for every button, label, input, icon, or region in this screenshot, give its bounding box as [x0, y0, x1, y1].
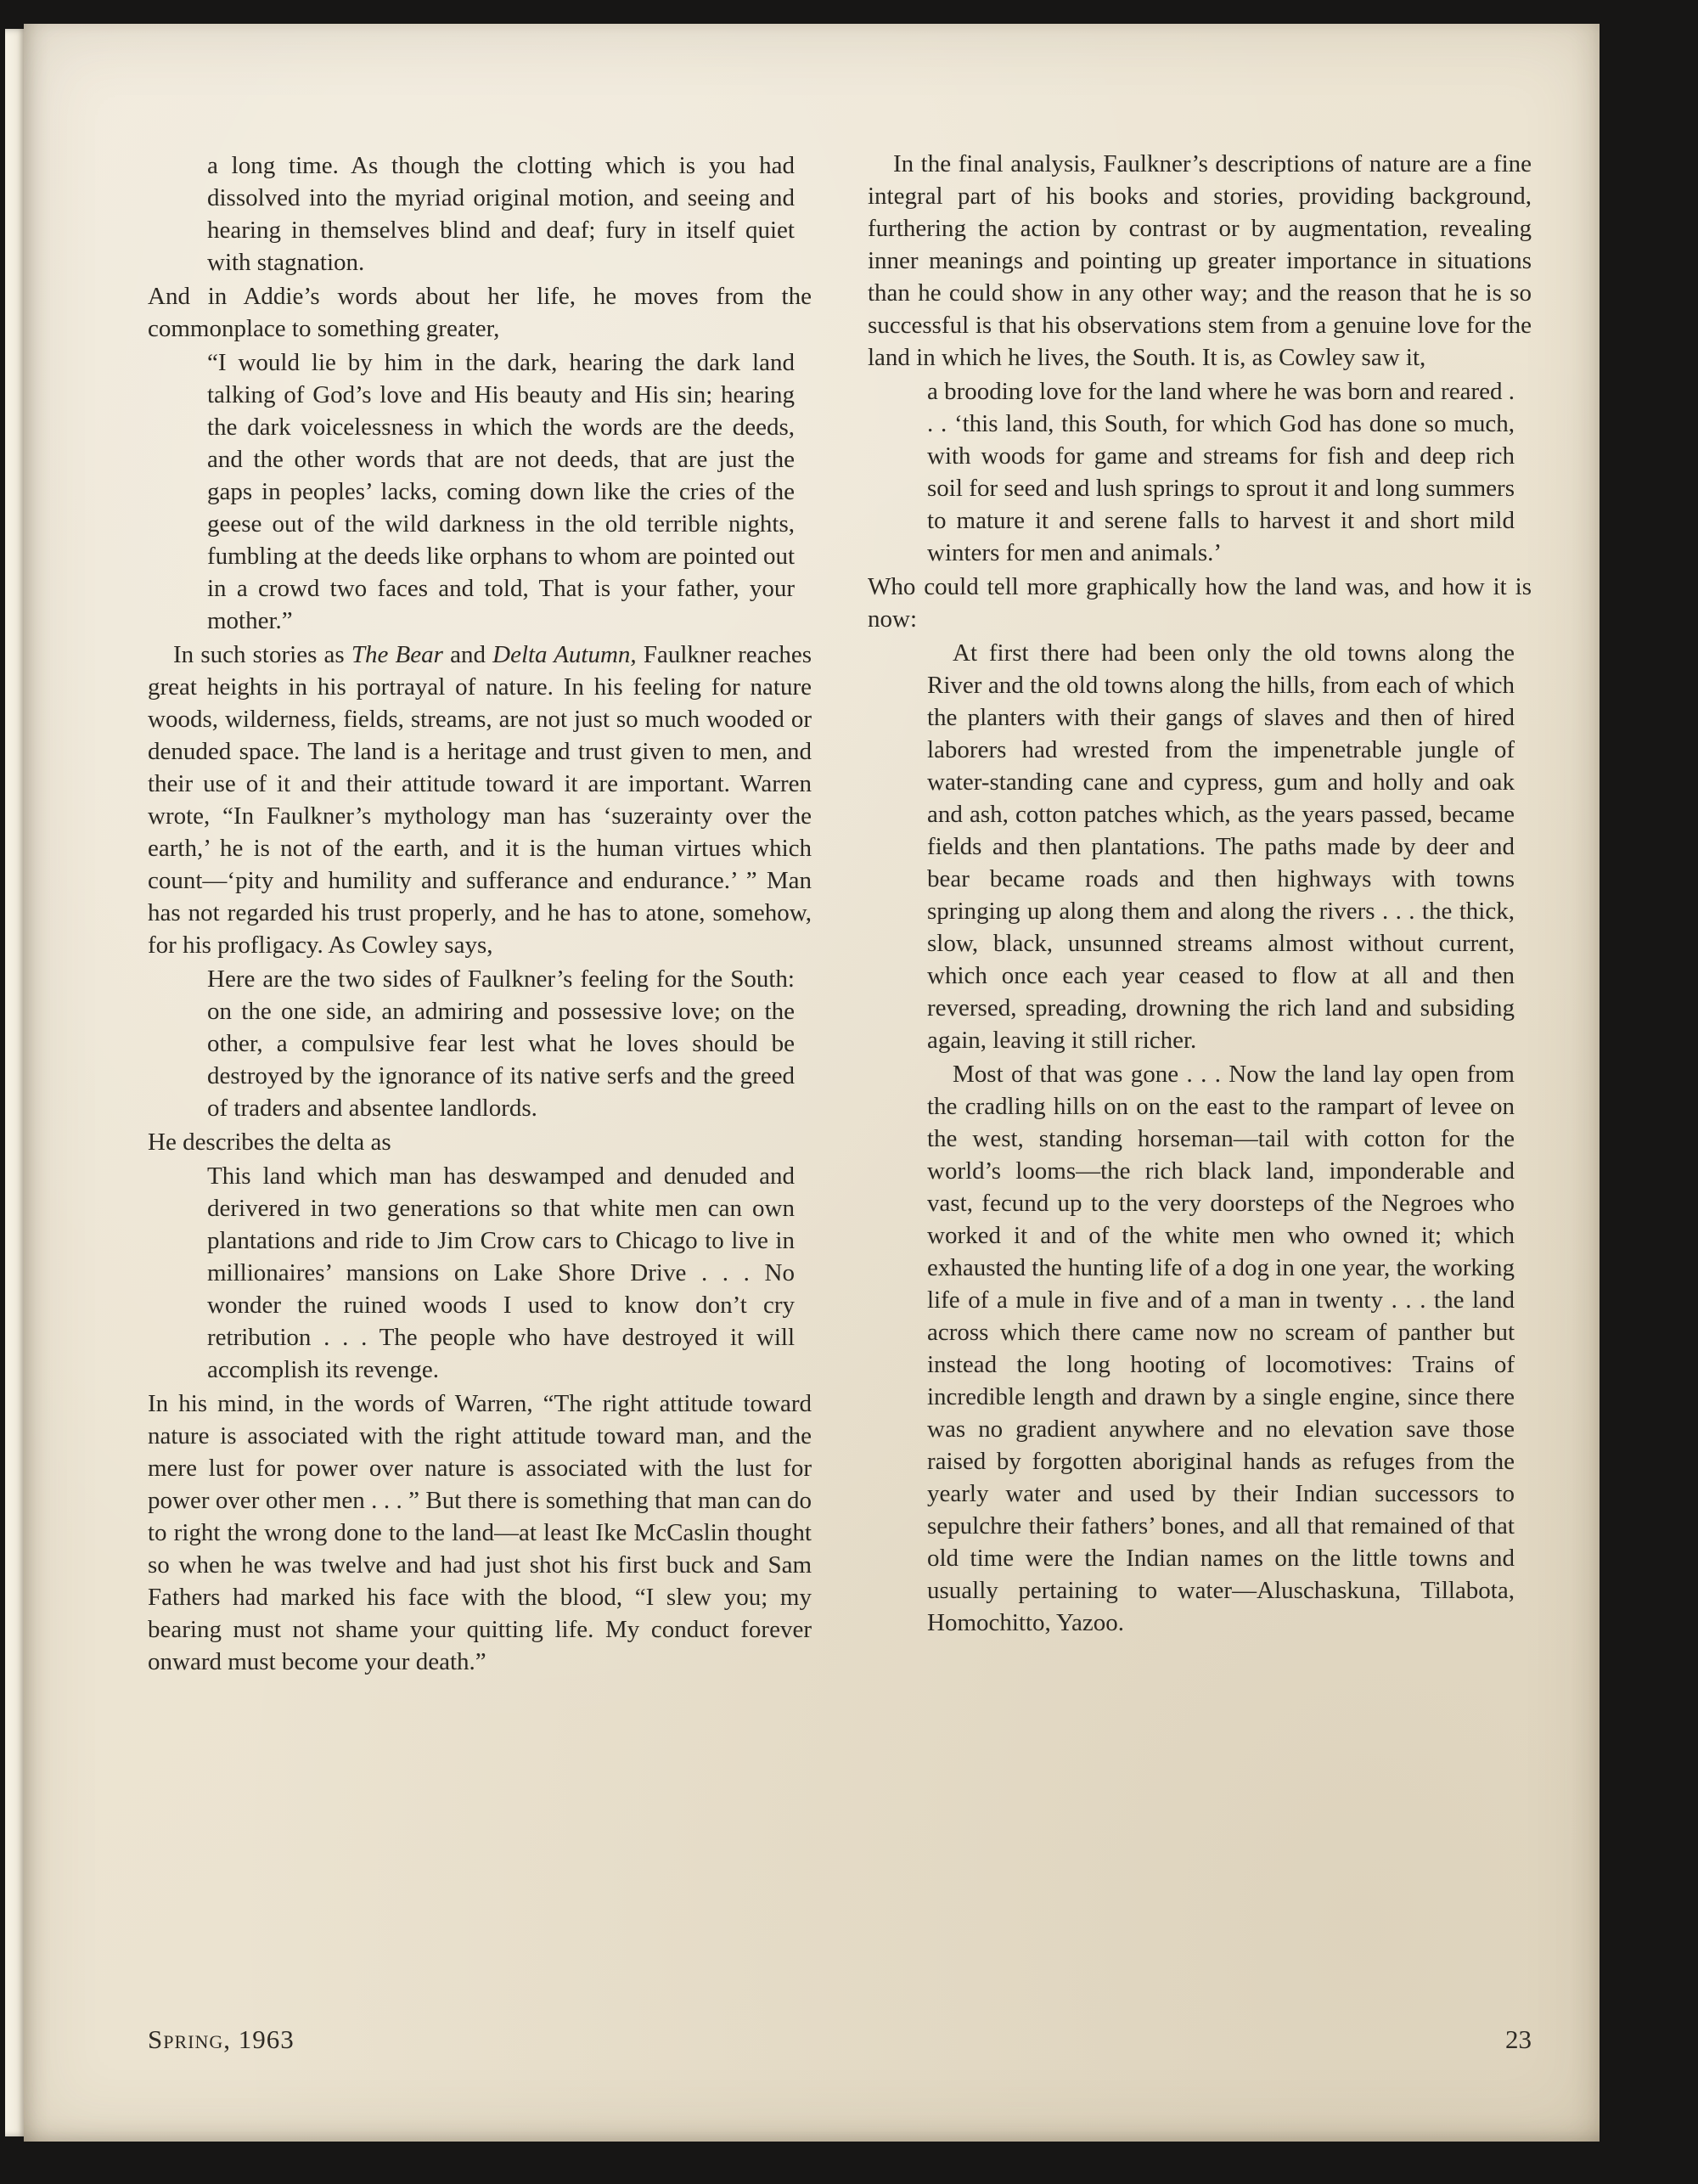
- paragraph-final-analysis: In the final analysis, Faulkner’s descriptions of nature are a fine integral part of his books and stories, providing background, furthering the action by contrast or by augmentation, revealing inner meanings and pointing up greater importance in situations than he could show in any other way; and the reason that he is so successful is that his observations stem from a genuine love for the land in which he lives, the South. It is, as Cowley saw it,: [868, 150, 1532, 371]
- blockquote-most-gone: Most of that was gone . . . Now the land lay open from the cradling hills on on the east to the rampart of levee on the west, standing horseman—tail with cotton for the world’s looms—the rich black land, imponderable and vast, fecund up to the very doorsteps of the Negroes who worked it and of the white men who owned it; which exhausted the hunting life of a dog in one year, the working life of a mule in five and of a man in twenty . . . the land across which there came now no scream of panther but instead the long hooting of locomotives: Trains of incredible length and drawn by a single engine, since there was no gradient anywhere and no elevation save those raised by forgotten aboriginal hands as refuges from the yearly water and used by their Indian successors to sepulchre their fathers’ bones, and all that remained of that old time were the Indian names on the little towns and usually pertaining to water—Aluschaskuna, Tillabota, Homochitto, Yazoo.: [927, 1061, 1515, 1636]
- magazine-page: [24, 24, 1600, 2142]
- book-title-the-bear: The Bear: [351, 641, 443, 668]
- paragraph-warren-right-attitude: In his mind, in the words of Warren, “The right attitude toward nature is associated with the right attitude toward man, and the mere lust for power over nature is associated with the lust for power over other men . . . ” But there is something that man can do to right the wrong done to the land—at least Ike McCaslin thought so when he was twelve and had just shot his first buck and Sam Fathers had marked his face with the blood, “I slew you; my bearing must not shame your quitting life. My conduct forever onward must become your death.”: [148, 1390, 812, 1675]
- book-title-delta-autumn: Delta Autumn,: [492, 641, 637, 668]
- paragraph-addie-intro: And in Addie’s words about her life, he moves from the commonplace to something greater,: [148, 283, 812, 342]
- paragraph-describes-delta: He describes the delta as: [148, 1129, 391, 1156]
- page-footer: [148, 2024, 1532, 2055]
- text-segment: In such stories as: [173, 641, 351, 668]
- page-number: 23: [1505, 2024, 1532, 2054]
- blockquote-brooding-love: a brooding love for the land where he was born and reared . . . ‘this land, this South, for which God has done so much, with woods for game and streams for fish and deep rich soil for seed and lush springs to sprout it and long summers to mature it and serene falls to harvest it and short mild winters for men and animals.’: [927, 378, 1515, 566]
- paragraph-such-stories: [148, 639, 812, 961]
- blockquote-cowley-two-sides: Here are the two sides of Faulkner’s feeling for the South: on the one side, an admiring and possessive love; on the other, a compulsive fear lest what he loves should be destroyed by the ignorance of its native serfs and the greed of traders and absentee landlords.: [207, 965, 795, 1122]
- text-segment: and: [442, 641, 493, 668]
- text-segment: Faulkner reaches great heights in his portrayal of nature. In his feeling for nature woods, wilderness, fields, streams, are not just so much wooded or denuded space. The land is a heritage and trust given to men, and their use of it and their attitude toward it are important. Warren wrote, “In Faulkner’s mythology man has ‘suzerainty over the earth,’ he is not of the earth, and it is the human virtues which count—‘pity and humility and sufferance and endurance.’ ” Man has not regarded his trust properly, and he has to atone, somehow, for his profligacy. As Cowley says,: [148, 641, 812, 959]
- left-column: [148, 148, 812, 1678]
- blockquote-delta-deswamped: This land which man has deswamped and denuded and derivered in two generations so that white men can own plantations and ride to Jim Crow cars to Chicago to live in millionaires’ mansions on Lake Shore Drive . . . No wonder the ruined woods I used to know don’t cry retribution . . . The people who have destroyed it will accomplish its revenge.: [207, 1162, 795, 1383]
- right-column: [868, 148, 1532, 1641]
- journal-issue-date: Spring, 1963: [148, 2024, 295, 2054]
- blockquote-clotting: a long time. As though the clotting which is you had dissolved into the myriad original motion, and seeing and hearing in themselves blind and deaf; fury in itself quiet with stagnation.: [207, 152, 795, 276]
- blockquote-at-first: At first there had been only the old towns along the River and the old towns along the hills, from each of which the planters with their gangs of slaves and then of hired laborers had wrested from the impenetrable jungle of water-standing cane and cypress, gum and holly and oak and ash, cotton patches which, as the years passed, became fields and then plantations. The paths made by deer and bear became roads and then highways with towns springing up along them and along the rivers . . . the thick, slow, black, unsunned streams almost without current, which once each year ceased to flow at all and then reversed, spreading, drowning the rich land and subsiding again, leaving it still richer.: [927, 639, 1515, 1054]
- paragraph-who-could-tell: Who could tell more graphically how the land was, and how it is now:: [868, 573, 1532, 633]
- blockquote-addie-words: “I would lie by him in the dark, hearing the dark land talking of God’s love and His beauty and His sin; hearing the dark voicelessness in which the words are the deeds, and the other words that are not deeds, that are just the gaps in peoples’ lacks, coming down like the cries of the geese out of the wild darkness in the old terrible nights, fumbling at the deeds like orphans to whom are pointed out in a crowd two faces and told, That is your father, your mother.”: [207, 349, 795, 634]
